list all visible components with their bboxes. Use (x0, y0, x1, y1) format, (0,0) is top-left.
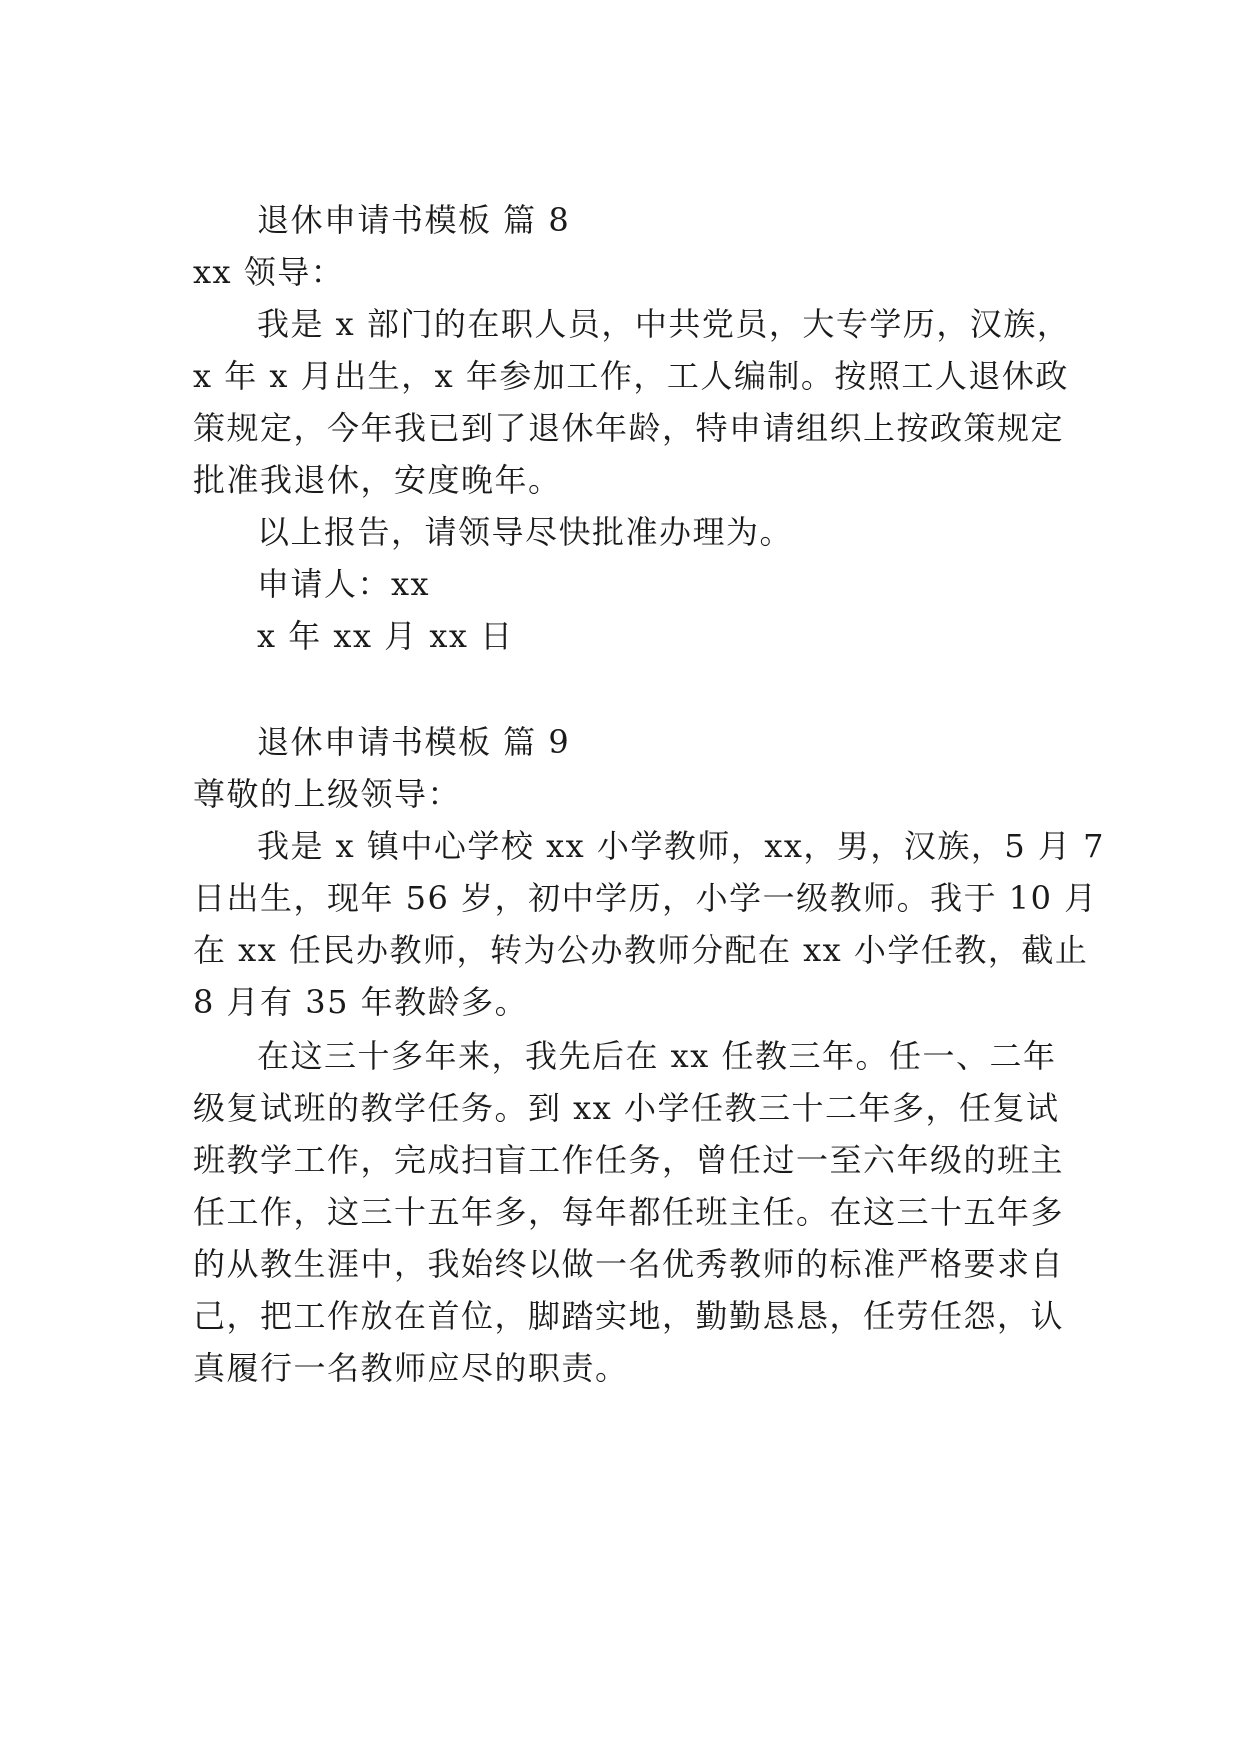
paragraph-line: 8 月有 35 年教龄多。 (193, 983, 529, 1021)
paragraph-line: 己，把工作放在首位，脚踏实地，勤勤恳恳，任劳任怨，认 (193, 1297, 1065, 1335)
date-line: x 年 xx 月 xx 日 (257, 617, 514, 655)
salutation: 尊敬的上级领导： (193, 775, 462, 813)
paragraph-line: 的从教生涯中，我始终以做一名优秀教师的标准严格要求自 (193, 1245, 1065, 1283)
paragraph-line: 真履行一名教师应尽的职责。 (193, 1349, 629, 1387)
section-heading: 退休申请书模板 篇 8 (257, 201, 571, 239)
paragraph-line: x 年 x 月出生，x 年参加工作，工人编制。按照工人退休政 (193, 357, 1069, 395)
paragraph-line: 在 xx 任民办教师，转为公办教师分配在 xx 小学任教，截止 (193, 931, 1089, 969)
closing-line: 以上报告，请领导尽快批准办理为。 (257, 513, 794, 551)
paragraph-line: 我是 x 镇中心学校 xx 小学教师，xx，男，汉族，5 月 7 (257, 827, 1105, 865)
paragraph-line: 我是 x 部门的在职人员，中共党员，大专学历，汉族， (257, 305, 1071, 343)
applicant-signature: 申请人：xx (257, 565, 431, 603)
section-heading: 退休申请书模板 篇 9 (257, 723, 571, 761)
paragraph-line: 班教学工作，完成扫盲工作任务，曾任过一至六年级的班主 (193, 1141, 1065, 1179)
paragraph-line: 级复试班的教学任务。到 xx 小学任教三十二年多，任复试 (193, 1089, 1060, 1127)
salutation: xx 领导： (193, 253, 345, 291)
paragraph-line: 任工作，这三十五年多，每年都任班主任。在这三十五年多 (193, 1193, 1065, 1231)
paragraph-line: 在这三十多年来，我先后在 xx 任教三年。任一、二年 (257, 1037, 1057, 1075)
paragraph-line: 日出生，现年 56 岁，初中学历，小学一级教师。我于 10 月 (193, 879, 1098, 917)
paragraph-line: 批准我退休，安度晚年。 (193, 461, 562, 499)
paragraph-line: 策规定，今年我已到了退休年龄，特申请组织上按政策规定 (193, 409, 1065, 447)
